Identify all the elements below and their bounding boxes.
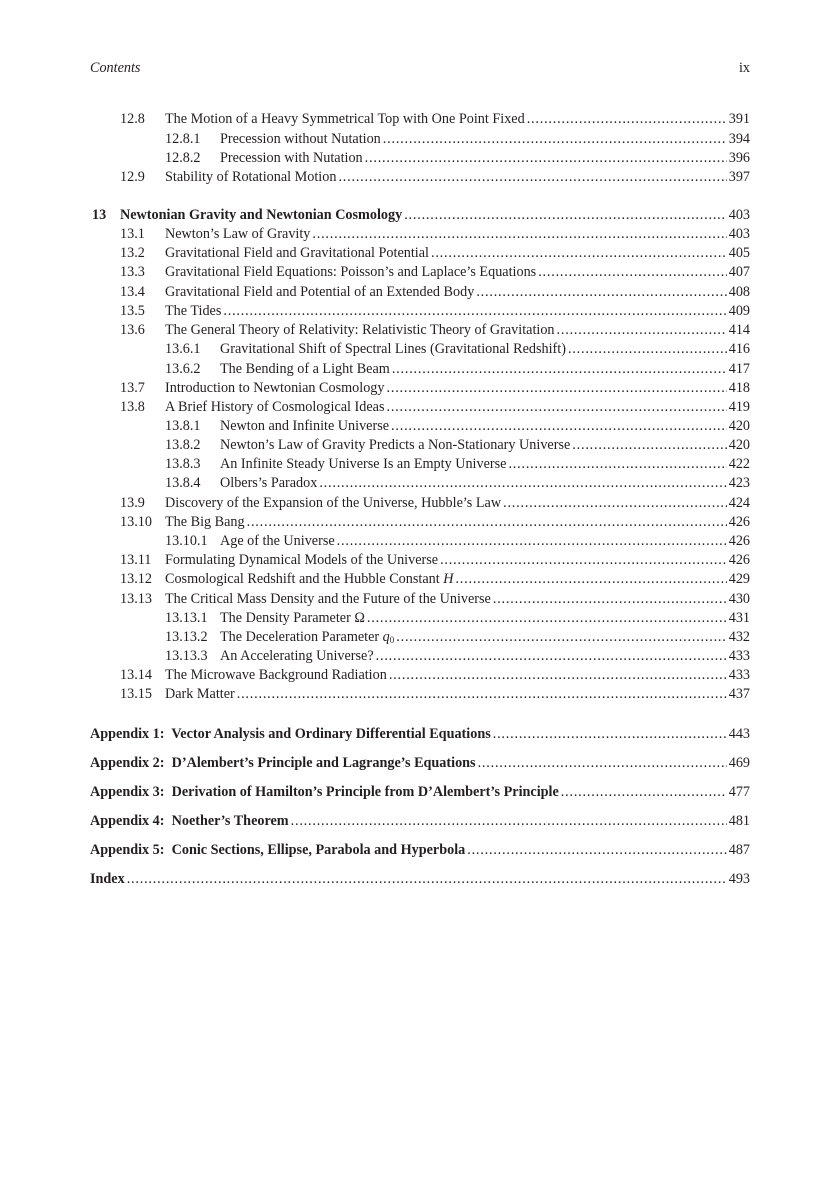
- toc-page-number: 416: [728, 341, 750, 357]
- toc-section-title: An Accelerating Universe?: [220, 648, 374, 664]
- toc-page-number: 477: [728, 784, 750, 800]
- toc-section-number: 13.1: [120, 226, 145, 242]
- toc-section-number: 13.6.2: [165, 361, 201, 377]
- toc-page-number: 432: [728, 629, 750, 645]
- toc-section-number: 13.8.2: [165, 437, 201, 453]
- toc-entry-13-9[interactable]: [120, 494, 750, 513]
- toc-section-title: An Infinite Steady Universe Is an Empty Universe: [220, 456, 507, 472]
- dot-leader: [396, 628, 726, 647]
- dot-leader: [338, 168, 726, 187]
- toc-entry-13-6-1[interactable]: [165, 340, 750, 359]
- toc-chapter-13[interactable]: [92, 206, 750, 225]
- toc-page-number: 469: [728, 755, 750, 771]
- dot-leader: [237, 685, 727, 704]
- toc-section-title: A Brief History of Cosmological Ideas: [165, 399, 385, 415]
- toc-section-number: 12.8.1: [165, 131, 201, 147]
- dot-leader: [291, 812, 727, 831]
- toc-section-number: 13.13.1: [165, 610, 208, 626]
- toc-section-title: [165, 570, 453, 589]
- toc-entry-13-13-1[interactable]: [165, 609, 750, 628]
- toc-page-number: 481: [728, 813, 750, 829]
- toc-entry-13-3[interactable]: [120, 263, 750, 282]
- dot-leader: [389, 666, 727, 685]
- toc-entry-13-6[interactable]: [120, 321, 750, 340]
- dot-leader: [376, 647, 727, 666]
- toc-page-number: 418: [728, 380, 750, 396]
- toc-index[interactable]: [90, 870, 750, 889]
- toc-entry-13-13-3[interactable]: [165, 647, 750, 666]
- toc-page-number: 423: [728, 475, 750, 491]
- toc-entry-13-10[interactable]: [120, 513, 750, 532]
- dot-leader: [365, 149, 727, 168]
- toc-section-number: 13.10.1: [165, 533, 208, 549]
- dot-leader: [404, 206, 727, 225]
- dot-leader: [319, 474, 726, 493]
- toc-section-title: The Tides: [165, 303, 222, 319]
- toc-section-number: 12.8: [120, 111, 145, 127]
- toc-page-number: 426: [728, 533, 750, 549]
- toc-appendix-5[interactable]: [90, 841, 750, 860]
- toc-section-title: Gravitational Shift of Spectral Lines (Gravitational Redshift): [220, 341, 566, 357]
- toc-entry-13-8-3[interactable]: [165, 455, 750, 474]
- dot-leader: [493, 590, 727, 609]
- toc-page-number: 409: [728, 303, 750, 319]
- toc-page-number: 493: [728, 871, 750, 887]
- running-header-page-number: ix: [738, 60, 750, 76]
- toc-entry-13-4[interactable]: [120, 283, 750, 302]
- toc-chapter-number: 13: [92, 207, 107, 223]
- toc-entry-13-6-2[interactable]: [165, 360, 750, 379]
- toc-section-number: 13.13.3: [165, 648, 208, 664]
- toc-section-title: Discovery of the Expansion of the Universe, Hubble’s Law: [165, 495, 502, 511]
- toc-entry-13-12[interactable]: [120, 570, 750, 589]
- dot-leader: [431, 244, 727, 263]
- toc-section-title: Stability of Rotational Motion: [165, 169, 337, 185]
- dot-leader: [478, 754, 727, 773]
- dot-leader: [392, 360, 727, 379]
- dot-leader: [503, 494, 727, 513]
- toc-appendix-title: Appendix 4: Noether’s Theorem: [90, 813, 289, 829]
- toc-page-number: 437: [728, 686, 750, 702]
- toc-section-number: 13.7: [120, 380, 145, 396]
- toc-entry-12-8[interactable]: [120, 110, 750, 129]
- toc-page-number: 426: [728, 552, 750, 568]
- toc-entry-13-8[interactable]: [120, 398, 750, 417]
- toc-section-number: 13.13: [120, 591, 152, 607]
- toc-entry-13-1[interactable]: [120, 225, 750, 244]
- dot-leader: [561, 783, 727, 802]
- toc-appendix-4[interactable]: [90, 812, 750, 831]
- dot-leader: [367, 609, 727, 628]
- toc-page-number: 403: [728, 226, 750, 242]
- toc-page-number: 397: [728, 169, 750, 185]
- toc-section-title: The Bending of a Light Beam: [220, 361, 390, 377]
- toc-section-number: 13.10: [120, 514, 152, 530]
- toc-section-number: 13.6.1: [165, 341, 201, 357]
- toc-section-number: 13.14: [120, 667, 152, 683]
- toc-entry-12-9[interactable]: [120, 168, 750, 187]
- toc-section-title: Gravitational Field and Potential of an Extended Body: [165, 284, 475, 300]
- toc-page-number: 396: [728, 150, 750, 166]
- dot-leader: [557, 321, 727, 340]
- toc-section-number: 13.8.3: [165, 456, 201, 472]
- toc-section-number: 13.13.2: [165, 629, 208, 645]
- toc-appendix-1[interactable]: [90, 725, 750, 744]
- dot-leader: [493, 725, 727, 744]
- toc-section-title: Dark Matter: [165, 686, 235, 702]
- dot-leader: [223, 302, 726, 321]
- toc-entry-13-2[interactable]: [120, 244, 750, 263]
- toc-section-title: The Microwave Background Radiation: [165, 667, 387, 683]
- toc-section-title: Precession with Nutation: [220, 150, 363, 166]
- dot-leader: [508, 455, 726, 474]
- toc-section-title: Newton’s Law of Gravity Predicts a Non-Stationary Universe: [220, 437, 571, 453]
- toc-page-number: 433: [728, 648, 750, 664]
- toc-section-title: Age of the Universe: [220, 533, 335, 549]
- toc-appendix-title: Appendix 1: Vector Analysis and Ordinary Differential Equations: [90, 726, 491, 742]
- toc-title-text: The Deceleration Parameter: [220, 629, 380, 645]
- toc-section-number: 13.3: [120, 264, 145, 280]
- toc-entry-13-13-2[interactable]: [165, 628, 750, 647]
- toc-section-title: Precession without Nutation: [220, 131, 381, 147]
- toc-page-number: 419: [728, 399, 750, 415]
- dot-leader: [440, 551, 727, 570]
- dot-leader: [387, 379, 727, 398]
- toc-page-number: 443: [728, 726, 750, 742]
- toc-appendix-title: Appendix 3: Derivation of Hamilton’s Principle from D’Alembert’s Principle: [90, 784, 559, 800]
- toc-page-number: 414: [728, 322, 750, 338]
- dot-leader: [467, 841, 726, 860]
- toc-section-number: 13.4: [120, 284, 145, 300]
- toc-section-number: 13.12: [120, 571, 152, 587]
- toc-page-number: 403: [728, 207, 750, 223]
- toc-page-number: 426: [728, 514, 750, 530]
- toc-index-title: Index: [90, 871, 125, 887]
- dot-leader: [383, 130, 727, 149]
- toc-page-number: 487: [728, 842, 750, 858]
- toc-section-number: 12.9: [120, 169, 145, 185]
- dot-leader: [568, 340, 727, 359]
- toc-section-title: Gravitational Field and Gravitational Potential: [165, 245, 429, 261]
- dot-leader: [527, 110, 727, 129]
- toc-entry-13-8-2[interactable]: [165, 436, 750, 455]
- dot-leader: [455, 570, 726, 589]
- toc-section-number: 13.2: [120, 245, 145, 261]
- toc-section-number: 13.8.4: [165, 475, 201, 491]
- toc-entry-13-13[interactable]: [120, 590, 750, 609]
- toc-page-number: 391: [728, 111, 750, 127]
- toc-entry-13-5[interactable]: [120, 302, 750, 321]
- toc-entry-13-7[interactable]: [120, 379, 750, 398]
- toc-page-number: 422: [728, 456, 750, 472]
- toc-section-number: 13.8: [120, 399, 145, 415]
- toc-section-number: 13.5: [120, 303, 145, 319]
- dot-leader: [572, 436, 726, 455]
- dot-leader: [247, 513, 727, 532]
- toc-title-text: Cosmological Redshift and the Hubble Constant: [165, 571, 440, 587]
- toc-page-number: 407: [728, 264, 750, 280]
- toc-page-number: 420: [728, 418, 750, 434]
- toc-section-title: Newton and Infinite Universe: [220, 418, 390, 434]
- toc-section-number: 12.8.2: [165, 150, 201, 166]
- toc-appendix-title: Appendix 5: Conic Sections, Ellipse, Parabola and Hyperbola: [90, 842, 466, 858]
- toc-section-number: 13.11: [120, 552, 152, 568]
- toc-section-title: Newton’s Law of Gravity: [165, 226, 311, 242]
- toc-page-number: 394: [728, 131, 750, 147]
- toc-entry-13-8-4[interactable]: [165, 474, 750, 493]
- toc-section-title: Gravitational Field Equations: Poisson’s and Laplace’s Equations: [165, 264, 537, 280]
- toc-page-number: 408: [728, 284, 750, 300]
- dot-leader: [127, 870, 727, 889]
- toc-entry-12-8-1[interactable]: [165, 130, 750, 149]
- toc-section-title: The Density Parameter Ω: [220, 610, 365, 626]
- dot-leader: [476, 283, 726, 302]
- toc-page-number: 431: [728, 610, 750, 626]
- toc-entry-13-8-1[interactable]: [165, 417, 750, 436]
- running-header-title: Contents: [90, 60, 141, 76]
- toc-section-number: 13.6: [120, 322, 145, 338]
- toc-section-title: The Motion of a Heavy Symmetrical Top with One Point Fixed: [165, 111, 525, 127]
- toc-page-number: 430: [728, 591, 750, 607]
- dot-leader: [337, 532, 727, 551]
- toc-appendix-3[interactable]: [90, 783, 750, 802]
- toc-section-title: Introduction to Newtonian Cosmology: [165, 380, 385, 396]
- toc-section-title: The General Theory of Relativity: Relativistic Theory of Gravitation: [165, 322, 555, 338]
- toc-chapter-title: Newtonian Gravity and Newtonian Cosmology: [120, 207, 403, 223]
- toc-appendix-title: Appendix 2: D’Alembert’s Principle and Lagrange’s Equations: [90, 755, 476, 771]
- toc-entry-13-11[interactable]: [120, 551, 750, 570]
- toc-appendix-2[interactable]: [90, 754, 750, 773]
- deceleration-parameter-symbol: q: [382, 629, 390, 645]
- toc-section-title: Formulating Dynamical Models of the Universe: [165, 552, 439, 568]
- toc-page-number: 420: [728, 437, 750, 453]
- toc-entry-13-14[interactable]: [120, 666, 750, 685]
- toc-page-number: 424: [728, 495, 750, 511]
- toc-page-number: 433: [728, 667, 750, 683]
- toc-section-number: 13.9: [120, 495, 145, 511]
- toc-section-number: 13.8.1: [165, 418, 201, 434]
- deceleration-parameter-subscript: 0: [389, 635, 395, 645]
- toc-page-number: 429: [728, 571, 750, 587]
- toc-section-number: 13.15: [120, 686, 152, 702]
- toc-page-number: 405: [728, 245, 750, 261]
- dot-leader: [386, 398, 726, 417]
- hubble-constant-symbol: H: [443, 571, 454, 587]
- toc-entry-13-10-1[interactable]: [165, 532, 750, 551]
- toc-section-title: The Big Bang: [165, 514, 245, 530]
- dot-leader: [391, 417, 727, 436]
- dot-leader: [538, 263, 727, 282]
- toc-section-title: Olbers’s Paradox: [220, 475, 318, 491]
- dot-leader: [312, 225, 726, 244]
- running-header: [90, 60, 750, 80]
- toc-section-title: The Critical Mass Density and the Future of the Universe: [165, 591, 491, 607]
- toc-entry-12-8-2[interactable]: [165, 149, 750, 168]
- toc-page-number: 417: [728, 361, 750, 377]
- toc-entry-13-15[interactable]: [120, 685, 750, 704]
